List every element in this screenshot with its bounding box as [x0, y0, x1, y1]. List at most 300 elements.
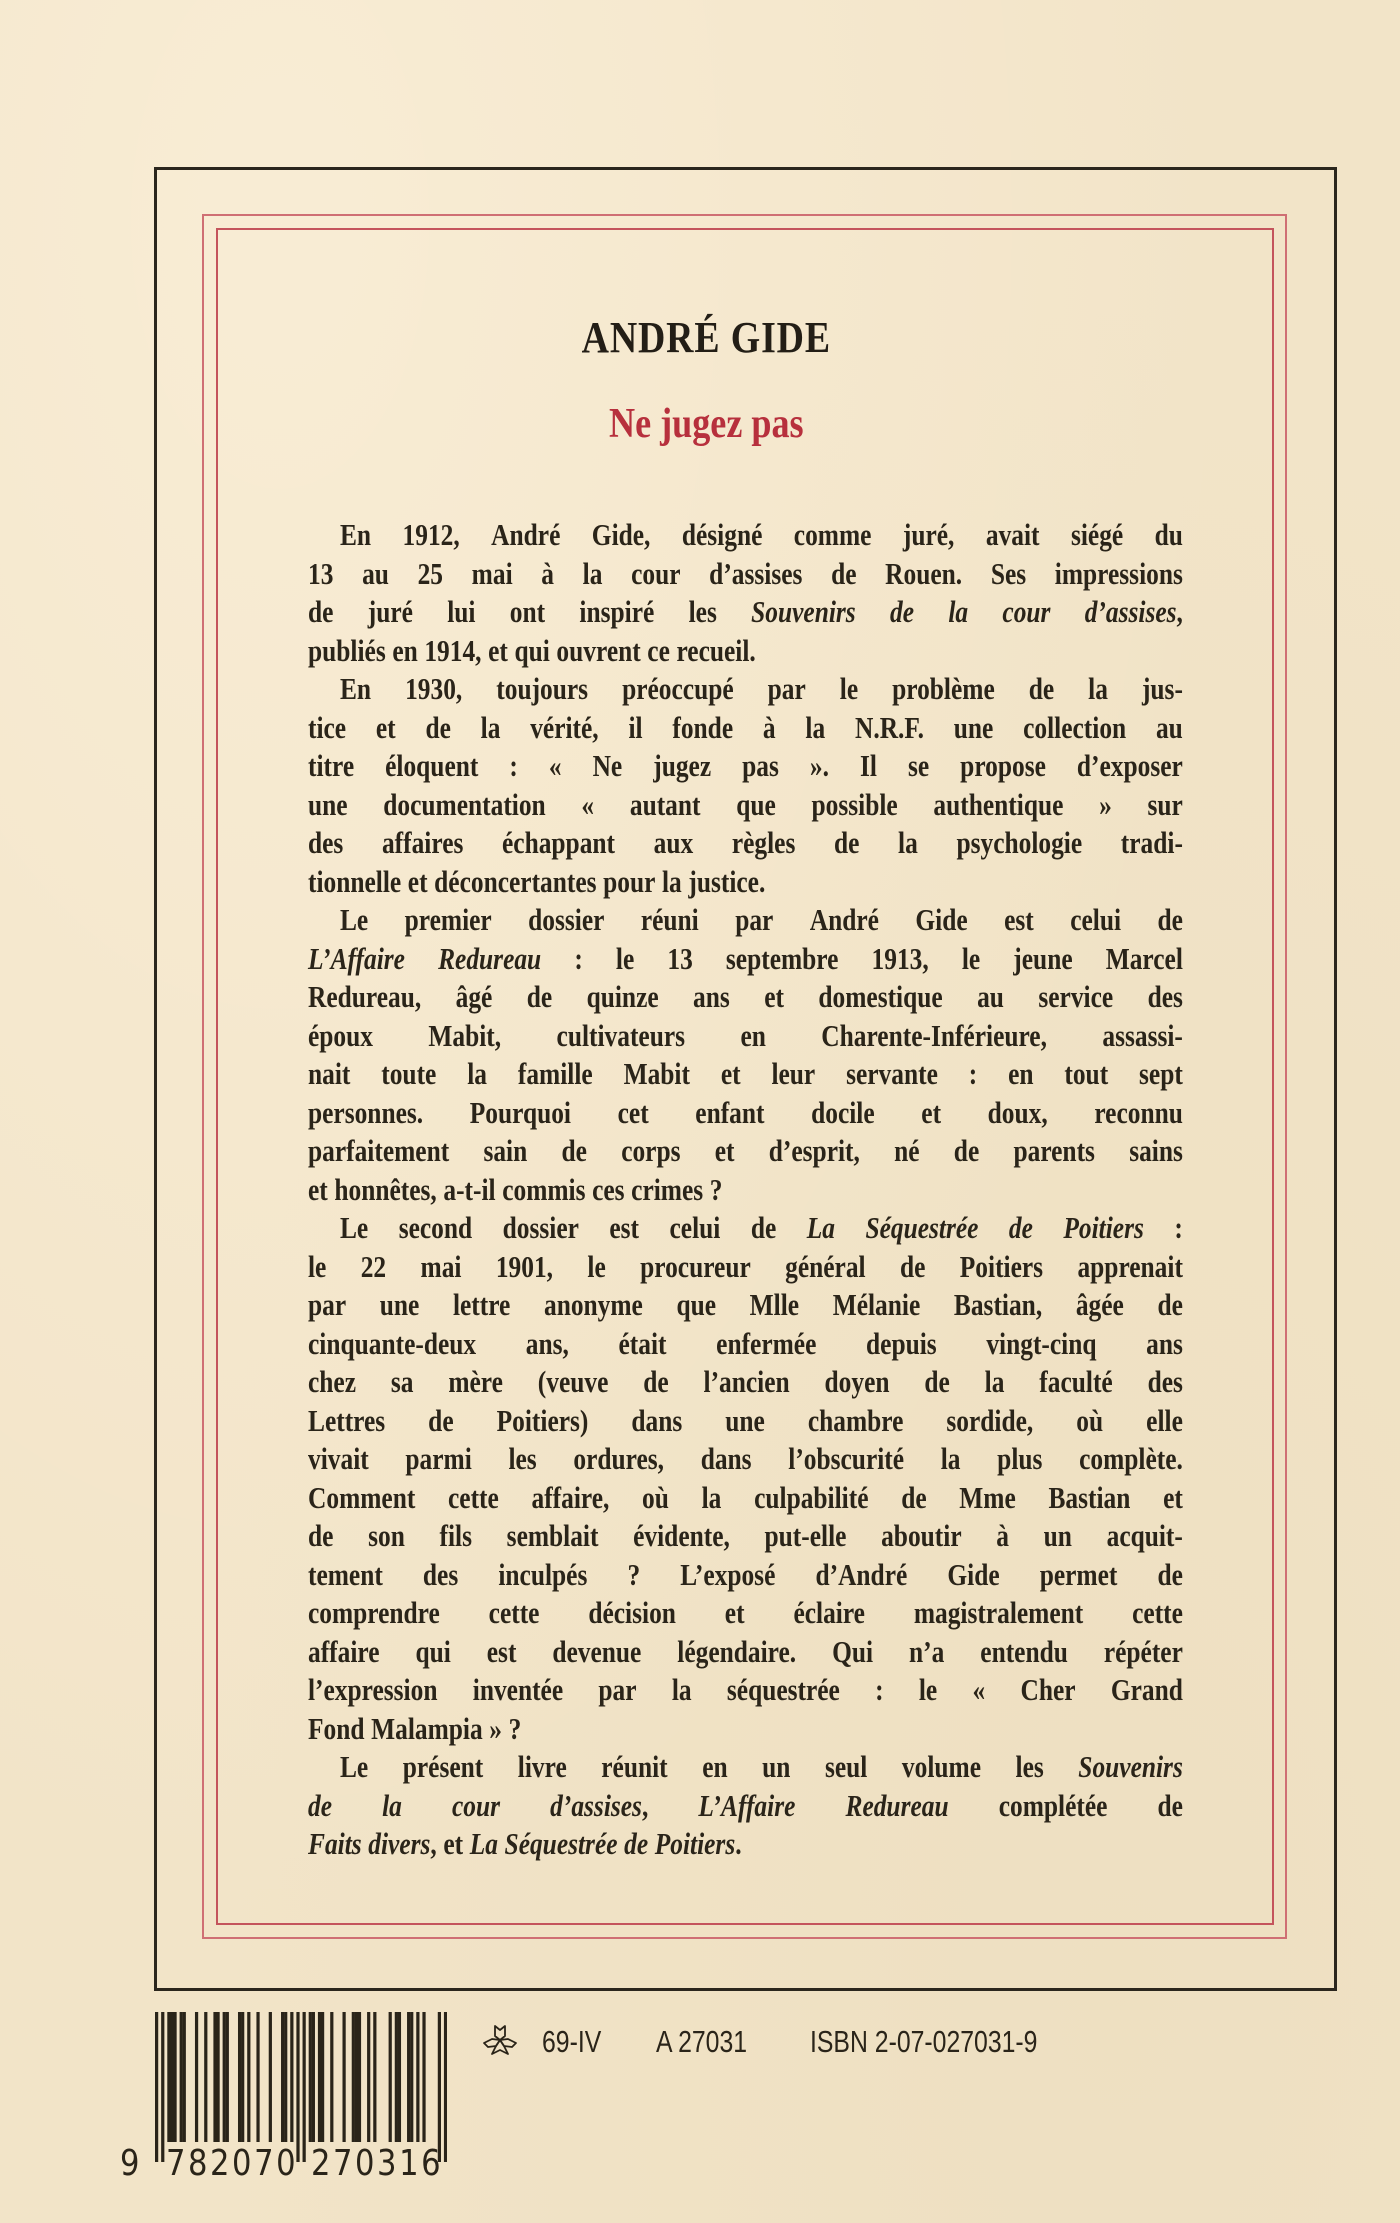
blurb-word: de: [624, 1826, 649, 1861]
blurb-word: justice.: [688, 863, 766, 899]
blurb-word: mai: [420, 1248, 462, 1284]
blurb-word: la: [480, 709, 501, 745]
blurb-word: une: [308, 786, 348, 822]
blurb-word: époux: [308, 1017, 373, 1053]
blurb-word: toute: [381, 1056, 437, 1091]
blurb-word: impressions: [1054, 555, 1183, 591]
blurb-word: né: [894, 1133, 920, 1168]
blurb-word: ans: [693, 979, 730, 1014]
blurb-word: 1914,: [424, 632, 482, 668]
blurb-word: sur: [1147, 786, 1183, 822]
blurb-word: Séquestrée: [504, 1826, 618, 1861]
blurb-line: [308, 1556, 1183, 1595]
blurb-word: 1930,: [405, 671, 463, 706]
blurb-word: Mélanie: [832, 1287, 921, 1322]
category-code: 69-IV: [542, 2024, 602, 2059]
blurb-word: parmi: [405, 1441, 472, 1476]
blurb-word: :: [509, 748, 518, 783]
blurb-word: la: [661, 863, 682, 899]
blurb-word: cour: [631, 555, 681, 591]
blurb-word: Le: [339, 1210, 369, 1245]
blurb-line: [308, 1248, 1183, 1287]
blurb-word: et: [407, 863, 428, 899]
blurb-word: le: [918, 1672, 938, 1707]
blurb-word: de: [1157, 902, 1183, 937]
blurb-word: Souvenirs: [1078, 1749, 1183, 1784]
blurb-word: parfaitement: [308, 1133, 450, 1168]
blurb-word: ?: [508, 1710, 522, 1746]
blurb-word: de: [308, 594, 334, 629]
blurb-word: Poitiers: [959, 1248, 1044, 1284]
blurb-word: de: [428, 1402, 454, 1438]
blurb-word: la: [948, 594, 969, 629]
blurb-line: [308, 1055, 1183, 1094]
blurb-word: de: [1157, 1287, 1183, 1322]
blurb-word: chez: [308, 1364, 356, 1399]
blurb-word: les: [688, 594, 717, 629]
blurb-word: le: [839, 671, 859, 706]
blurb-word: En: [339, 517, 372, 552]
blurb-word: la: [898, 825, 918, 860]
blurb-word: 22: [360, 1248, 387, 1284]
blurb-word: de: [1008, 1210, 1033, 1245]
blurb-word: Comment: [308, 1479, 416, 1515]
blurb-line: [308, 1748, 1183, 1787]
blurb-word: Souvenirs: [751, 594, 856, 629]
blurb-word: et: [1163, 1479, 1183, 1515]
barcode-digits-left: 782070: [166, 2143, 299, 2184]
blurb-word: propose: [960, 748, 1046, 783]
blurb-word: Ses: [990, 555, 1027, 591]
blurb-word: présent: [402, 1749, 484, 1784]
blurb-word: évidente,: [633, 1518, 730, 1553]
blurb-word: 1913,: [871, 940, 929, 976]
blurb-word: de: [1157, 1787, 1183, 1823]
blurb-word: de: [831, 555, 857, 591]
blurb-line: [308, 863, 1183, 902]
blurb-word: règles: [731, 825, 796, 860]
blurb-line: [308, 1517, 1183, 1556]
blurb-word: ».: [809, 748, 829, 783]
blurb-word: dans: [700, 1441, 752, 1476]
blurb-word: ?: [709, 1171, 723, 1207]
blurb-word: vingt-cinq: [986, 1325, 1097, 1361]
blurb-word: déconcertantes: [434, 863, 597, 899]
blurb-line: [308, 709, 1183, 748]
blurb-word: divers,: [368, 1826, 437, 1861]
blurb-word: commis: [502, 1171, 586, 1207]
blurb-word: comme: [793, 517, 872, 552]
blurb-word: et: [375, 709, 396, 745]
blurb-word: le: [615, 940, 635, 976]
blurb-word: en: [392, 632, 418, 668]
blurb-word: Qui: [832, 1633, 874, 1669]
blurb-word: acquit-: [1106, 1518, 1183, 1553]
blurb-word: la: [805, 709, 826, 745]
blurb-word: et: [443, 1826, 464, 1861]
blurb-word: un: [762, 1749, 791, 1784]
blurb-word: affaires: [381, 825, 464, 860]
blurb-word: tement: [308, 1556, 383, 1592]
blurb-word: La: [806, 1210, 835, 1245]
blurb-word: échappant: [502, 825, 616, 860]
blurb-word: Redureau: [438, 940, 542, 976]
blurb-word: fils: [439, 1518, 472, 1553]
author-name: ANDRÉ GIDE: [581, 313, 831, 362]
blurb-word: la: [1088, 671, 1108, 706]
blurb-word: tout: [1064, 1056, 1109, 1091]
blurb-word: personnes.: [308, 1094, 424, 1130]
blurb-word: une: [953, 709, 994, 745]
blurb-word: problème: [892, 671, 995, 706]
blurb-word: Redureau: [845, 1787, 949, 1823]
blurb-word: de: [750, 1210, 777, 1245]
blurb-word: et: [488, 632, 508, 668]
blurb-word: en: [702, 1749, 728, 1784]
blurb-word: André: [491, 517, 561, 552]
blurb-word: vivait: [308, 1441, 369, 1476]
blurb-word: la: [467, 1056, 487, 1091]
blurb-word: sept: [1139, 1056, 1183, 1091]
blurb-word: »: [489, 1710, 502, 1746]
blurb-word: en: [740, 1017, 766, 1053]
catalog-info-row: [478, 2024, 1094, 2060]
blurb-word: Fond: [308, 1710, 365, 1746]
blurb-word: chambre: [807, 1402, 904, 1438]
blurb-word: de: [924, 1364, 950, 1399]
blurb-line: [308, 978, 1183, 1017]
blurb-word: servante: [846, 1056, 938, 1091]
blurb-word: tionnelle: [308, 863, 402, 899]
back-cover-blurb: [308, 516, 1183, 1864]
blurb-word: réuni: [640, 902, 699, 937]
blurb-word: lui: [447, 594, 476, 629]
blurb-word: d’esprit,: [768, 1133, 860, 1168]
blurb-word: avait: [985, 517, 1040, 552]
blurb-word: premier: [404, 902, 492, 937]
gallimard-folio-logo-icon: [478, 2024, 522, 2060]
blurb-word: de: [833, 825, 860, 860]
blurb-line: [308, 1402, 1183, 1441]
blurb-word: Séquestrée: [865, 1210, 979, 1245]
blurb-word: put-elle: [764, 1518, 847, 1553]
blurb-word: L’Affaire: [698, 1787, 796, 1823]
blurb-word: une: [725, 1402, 765, 1438]
blurb-word: où: [642, 1479, 669, 1515]
blurb-word: sa: [390, 1364, 414, 1399]
blurb-word: juré,: [902, 517, 955, 552]
blurb-word: éloquent: [385, 748, 479, 783]
blurb-word: le: [308, 1248, 327, 1284]
blurb-word: n’a: [909, 1633, 945, 1669]
isbn-number: ISBN 2-07-027031-9: [809, 2024, 1038, 2059]
blurb-word: reconnu: [1094, 1094, 1183, 1130]
blurb-word: aux: [653, 825, 694, 860]
blurb-word: aboutir: [881, 1518, 962, 1553]
blurb-word: «: [972, 1672, 986, 1707]
blurb-word: d’exposer: [1076, 748, 1183, 783]
blurb-word: ouvrent: [556, 632, 641, 668]
blurb-word: recueil.: [676, 632, 756, 668]
blurb-word: crimes: [631, 1171, 704, 1207]
blurb-word: qui: [415, 1633, 451, 1669]
blurb-word: et: [714, 1133, 735, 1168]
blurb-word: Redureau,: [308, 979, 422, 1014]
blurb-word: les: [1015, 1749, 1044, 1784]
blurb-word: »: [1099, 786, 1112, 822]
blurb-word: la: [701, 1479, 722, 1515]
blurb-word: par: [735, 902, 774, 937]
blurb-word: comprendre: [308, 1595, 440, 1630]
blurb-word: décision: [588, 1595, 676, 1630]
blurb-word: faculté: [1039, 1364, 1113, 1399]
blurb-word: leur: [771, 1056, 816, 1091]
blurb-word: documentation: [383, 786, 546, 822]
blurb-word: Malampia: [371, 1710, 483, 1746]
blurb-word: la: [984, 1364, 1005, 1399]
blurb-word: doux,: [987, 1094, 1048, 1130]
blurb-word: publiés: [308, 632, 386, 668]
blurb-word: ans,: [525, 1325, 569, 1361]
blurb-word: Gide,: [591, 517, 651, 552]
blurb-word: sordide,: [946, 1402, 1034, 1438]
blurb-word: cour: [1002, 594, 1051, 629]
blurb-line: [308, 1094, 1183, 1133]
blurb-line: [308, 940, 1183, 979]
blurb-word: lettre: [452, 1287, 511, 1322]
blurb-word: titre: [308, 748, 355, 783]
barcode-lead-digit: 9: [120, 2143, 140, 2184]
blurb-word: jugez: [653, 748, 712, 783]
blurb-word: mai: [471, 555, 513, 591]
blurb-word: mère: [448, 1364, 503, 1399]
blurb-line: [308, 1479, 1183, 1518]
blurb-word: sains: [1129, 1133, 1183, 1168]
blurb-word: Charente-Inférieure,: [821, 1017, 1047, 1053]
book-title: Ne jugez pas: [608, 401, 804, 447]
blurb-word: apprenait: [1077, 1248, 1183, 1284]
blurb-word: l’expression: [308, 1672, 438, 1707]
blurb-word: Bastian: [1048, 1479, 1131, 1515]
article-code: A 27031: [656, 2024, 748, 2059]
blurb-word: ont: [509, 594, 546, 629]
blurb-word: Rouen.: [885, 555, 963, 591]
blurb-word: de: [526, 979, 553, 1014]
blurb-word: psychologie: [956, 825, 1083, 860]
blurb-word: Marcel: [1105, 940, 1183, 976]
blurb-word: âgée: [1075, 1287, 1124, 1322]
blurb-line: [308, 516, 1183, 555]
blurb-line: [308, 1710, 1183, 1749]
blurb-word: séquestrée: [726, 1672, 840, 1707]
blurb-word: dossier: [528, 902, 605, 937]
blurb-word: autant: [629, 786, 701, 822]
blurb-word: d’André: [815, 1556, 908, 1592]
barcode-digits-right: 270316: [311, 2143, 444, 2184]
blurb-word: (veuve: [537, 1364, 609, 1399]
blurb-word: tice: [308, 709, 347, 745]
blurb-word: son: [368, 1518, 405, 1553]
blurb-word: inventée: [472, 1672, 564, 1707]
blurb-word: et: [921, 1094, 942, 1130]
blurb-word: Le: [339, 1749, 369, 1784]
blurb-word: complète.: [1079, 1441, 1183, 1476]
blurb-word: du: [1154, 517, 1183, 552]
blurb-word: d’assises,: [550, 1787, 649, 1823]
blurb-word: de: [1157, 1556, 1183, 1592]
blurb-word: la: [671, 1672, 692, 1707]
blurb-word: corps: [621, 1133, 681, 1168]
blurb-line: [308, 593, 1183, 632]
blurb-word: 13: [667, 940, 693, 976]
blurb-word: le: [587, 1248, 606, 1284]
blurb-word: par: [598, 1672, 637, 1707]
blurb-word: magistralement: [913, 1595, 1084, 1630]
blurb-word: en: [1008, 1056, 1034, 1091]
blurb-word: plus: [997, 1441, 1043, 1476]
blurb-word: la: [940, 1441, 961, 1476]
blurb-word: de: [308, 1518, 334, 1553]
blurb-word: second: [398, 1210, 473, 1245]
blurb-word: général: [785, 1248, 866, 1284]
blurb-word: Gide: [947, 1556, 1000, 1592]
blurb-word: des: [1147, 1364, 1183, 1399]
blurb-word: pas: [742, 748, 779, 783]
blurb-word: Cher: [1020, 1672, 1076, 1707]
blurb-word: N.R.F.: [854, 709, 924, 745]
blurb-word: jus-: [1141, 671, 1183, 706]
blurb-word: au: [1155, 709, 1183, 745]
blurb-word: inspiré: [579, 594, 655, 629]
blurb-word: de: [901, 1479, 927, 1515]
blurb-word: de: [1028, 671, 1055, 706]
blurb-line: [308, 786, 1183, 825]
blurb-word: juré: [367, 594, 413, 629]
blurb-word: En: [339, 671, 372, 706]
blurb-word: Mabit: [623, 1056, 690, 1091]
blurb-word: «: [581, 786, 595, 822]
blurb-word: il: [628, 709, 643, 745]
blurb-word: assassi-: [1102, 1017, 1183, 1053]
blurb-word: anonyme: [543, 1287, 643, 1322]
blurb-word: à: [541, 555, 554, 591]
blurb-word: Mlle: [749, 1287, 800, 1322]
blurb-word: ?: [627, 1556, 641, 1592]
blurb-word: désigné: [681, 517, 763, 552]
blurb-word: cultivateurs: [556, 1017, 686, 1053]
blurb-line: [308, 1825, 1183, 1864]
blurb-word: collection: [1023, 709, 1127, 745]
blurb-word: dossier: [502, 1210, 579, 1245]
blurb-word: légendaire.: [677, 1633, 797, 1669]
blurb-word: :: [574, 940, 583, 976]
blurb-word: et: [308, 1171, 328, 1207]
blurb-word: les: [508, 1441, 537, 1476]
blurb-word: de: [890, 594, 915, 629]
blurb-word: que: [676, 1287, 717, 1322]
blurb-word: Il: [860, 748, 877, 783]
blurb-word: vérité,: [530, 709, 599, 745]
blurb-word: Poitiers: [1063, 1210, 1144, 1245]
blurb-line: [308, 824, 1183, 863]
blurb-word: où: [1076, 1402, 1104, 1438]
blurb-word: authentique: [933, 786, 1064, 822]
blurb-word: un: [1043, 1518, 1072, 1553]
blurb-word: la: [382, 1787, 402, 1823]
blurb-word: est: [486, 1633, 517, 1669]
blurb-word: est: [609, 1210, 640, 1245]
blurb-word: Pourquoi: [469, 1094, 572, 1130]
blurb-word: :: [875, 1672, 884, 1707]
blurb-word: Poitiers): [496, 1402, 589, 1438]
blurb-line: [308, 1594, 1183, 1633]
blurb-word: fonde: [672, 709, 734, 745]
blurb-word: depuis: [866, 1325, 937, 1361]
blurb-word: cour: [451, 1787, 501, 1823]
blurb-word: siégé: [1070, 517, 1124, 552]
blurb-word: service: [1038, 979, 1114, 1014]
blurb-word: cinquante-deux: [308, 1325, 477, 1361]
blurb-word: ordures,: [573, 1441, 665, 1476]
blurb-word: Poitiers.: [654, 1826, 742, 1861]
blurb-line: [308, 901, 1183, 940]
blurb-word: L’exposé: [680, 1556, 776, 1592]
barcode-bars: [155, 2012, 447, 2162]
blurb-word: de: [899, 1248, 926, 1284]
blurb-word: Grand: [1110, 1672, 1183, 1707]
blurb-word: de: [643, 1364, 669, 1399]
blurb-word: ce: [647, 632, 670, 668]
blurb-word: par: [767, 671, 806, 706]
blurb-word: celui: [1070, 902, 1122, 937]
blurb-word: inculpés: [498, 1556, 588, 1592]
blurb-word: à: [996, 1518, 1009, 1553]
blurb-word: nait: [308, 1056, 351, 1091]
blurb-word: Gide: [915, 902, 968, 937]
blurb-word: et: [720, 1056, 741, 1091]
blurb-word: Lettres: [308, 1402, 386, 1438]
blurb-word: que: [736, 786, 776, 822]
blurb-word: La: [469, 1826, 498, 1861]
blurb-word: honnêtes,: [334, 1171, 437, 1207]
blurb-line: [308, 1209, 1183, 1248]
ean-barcode: [155, 2012, 447, 2162]
blurb-word: sain: [483, 1133, 528, 1168]
blurb-word: «: [548, 748, 562, 783]
blurb-word: culpabilité: [754, 1479, 869, 1515]
blurb-word: Le: [339, 902, 369, 937]
blurb-word: parents: [1013, 1133, 1095, 1168]
blurb-word: l’ancien: [703, 1364, 790, 1399]
blurb-line: [308, 1440, 1183, 1479]
blurb-word: dans: [631, 1402, 683, 1438]
blurb-word: :: [1174, 1210, 1183, 1245]
blurb-word: éclaire: [793, 1595, 865, 1630]
blurb-word: cette: [1132, 1595, 1183, 1630]
blurb-line: [308, 1017, 1183, 1056]
blurb-word: préoccupé: [622, 671, 734, 706]
blurb-word: de: [953, 1133, 980, 1168]
blurb-word: famille: [517, 1056, 593, 1091]
blurb-word: et: [724, 1595, 745, 1630]
blurb-word: cet: [617, 1094, 649, 1130]
blurb-word: enfant: [695, 1094, 765, 1130]
blurb-word: pour: [603, 863, 656, 899]
blurb-word: septembre: [725, 940, 839, 976]
blurb-word: cette: [488, 1595, 540, 1630]
blurb-word: 1912,: [402, 517, 460, 552]
blurb-word: des: [308, 825, 344, 860]
